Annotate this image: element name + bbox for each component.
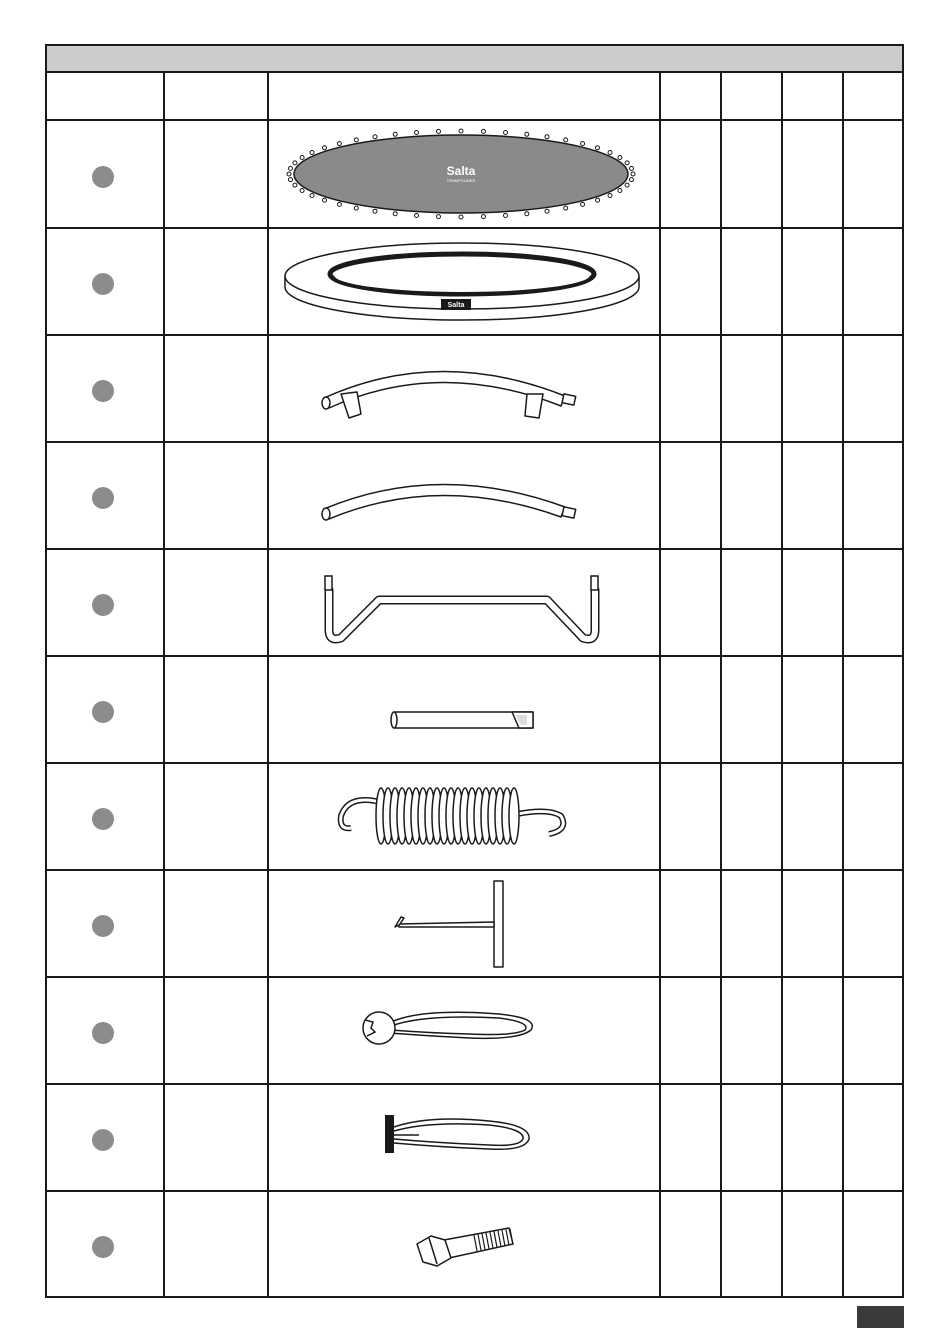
mat-spring-hook (630, 166, 634, 170)
part-number-dot (92, 273, 114, 295)
mat-spring-hook (393, 132, 397, 136)
mat-spring-hook (415, 131, 419, 135)
part-number-dot (92, 808, 114, 830)
mat-spring-hook (564, 138, 568, 142)
mat-spring-hook (581, 202, 585, 206)
mat-spring-hook (631, 172, 635, 176)
pad-logo-text: Salta (447, 302, 465, 309)
part-number-dot (92, 380, 114, 402)
part-number-dot (92, 594, 114, 616)
grid-line (163, 73, 165, 1296)
mat-spring-hook (287, 172, 291, 176)
mat-spring-hook (437, 129, 441, 133)
grid-line (659, 73, 661, 1296)
part-number-dot (92, 1129, 114, 1151)
mat-spring-hook (293, 161, 297, 165)
mat-spring-hook (354, 138, 358, 142)
mat-spring-hook (289, 178, 293, 182)
parts-list-table (45, 44, 904, 1298)
ball-bungee-cord-icon (269, 978, 659, 1083)
mat-spring-hook (630, 178, 634, 182)
mat-spring-hook (459, 129, 463, 133)
mat-spring-hook (323, 198, 327, 202)
part-number-dot (92, 487, 114, 509)
spring-icon (269, 764, 659, 869)
mat-spring-hook (337, 202, 341, 206)
safety-pad-icon (269, 229, 659, 334)
mat-spring-hook (618, 156, 622, 160)
mat-spring-hook (354, 206, 358, 210)
mat-spring-hook (608, 151, 612, 155)
elastic-strap-icon (269, 1085, 659, 1190)
part-number-dot (92, 1022, 114, 1044)
mat-logo-subtext: TRAMPOLINES (446, 178, 476, 183)
mat-spring-hook (373, 135, 377, 139)
mat-spring-hook (525, 132, 529, 136)
mat-spring-hook (625, 183, 629, 187)
mat-spring-hook (459, 215, 463, 219)
mat-spring-hook (596, 146, 600, 150)
bolt-icon (269, 1192, 659, 1297)
part-number-dot (92, 701, 114, 723)
spring-puller-tool-icon (269, 871, 659, 976)
page-number-tab (857, 1306, 904, 1328)
part-number-dot (92, 1236, 114, 1258)
mat-spring-hook (482, 129, 486, 133)
mat-spring-hook (504, 214, 508, 218)
mat-spring-hook (608, 194, 612, 198)
mat-spring-hook (545, 135, 549, 139)
mat-spring-hook (618, 189, 622, 193)
table-title-bar (47, 46, 902, 73)
grid-line (781, 73, 783, 1296)
grid-line (842, 73, 844, 1296)
mat-spring-hook (293, 183, 297, 187)
grid-line (720, 73, 722, 1296)
frame-tube-icon (269, 443, 659, 548)
frame-tube-with-brackets-icon (269, 336, 659, 441)
part-number-dot (92, 915, 114, 937)
mat-spring-hook (300, 189, 304, 193)
mat-spring-hook (504, 131, 508, 135)
mat-spring-hook (545, 209, 549, 213)
mat-logo-text: Salta (446, 164, 476, 178)
mat-spring-hook (393, 212, 397, 216)
mat-spring-hook (323, 146, 327, 150)
jumping-mat-icon (269, 121, 659, 226)
mat-spring-hook (337, 142, 341, 146)
mat-spring-hook (437, 215, 441, 219)
leg-extension-tube-icon (269, 657, 659, 762)
mat-spring-hook (300, 156, 304, 160)
mat-spring-hook (625, 161, 629, 165)
mat-spring-hook (581, 142, 585, 146)
mat-spring-hook (289, 166, 293, 170)
mat-spring-hook (310, 151, 314, 155)
mat-spring-hook (310, 194, 314, 198)
w-leg-icon (269, 550, 659, 655)
mat-spring-hook (596, 198, 600, 202)
mat-spring-hook (525, 212, 529, 216)
mat-spring-hook (482, 215, 486, 219)
spring-coil (509, 788, 519, 844)
part-number-dot (92, 166, 114, 188)
mat-spring-hook (373, 209, 377, 213)
mat-spring-hook (415, 214, 419, 218)
mat-spring-hook (564, 206, 568, 210)
